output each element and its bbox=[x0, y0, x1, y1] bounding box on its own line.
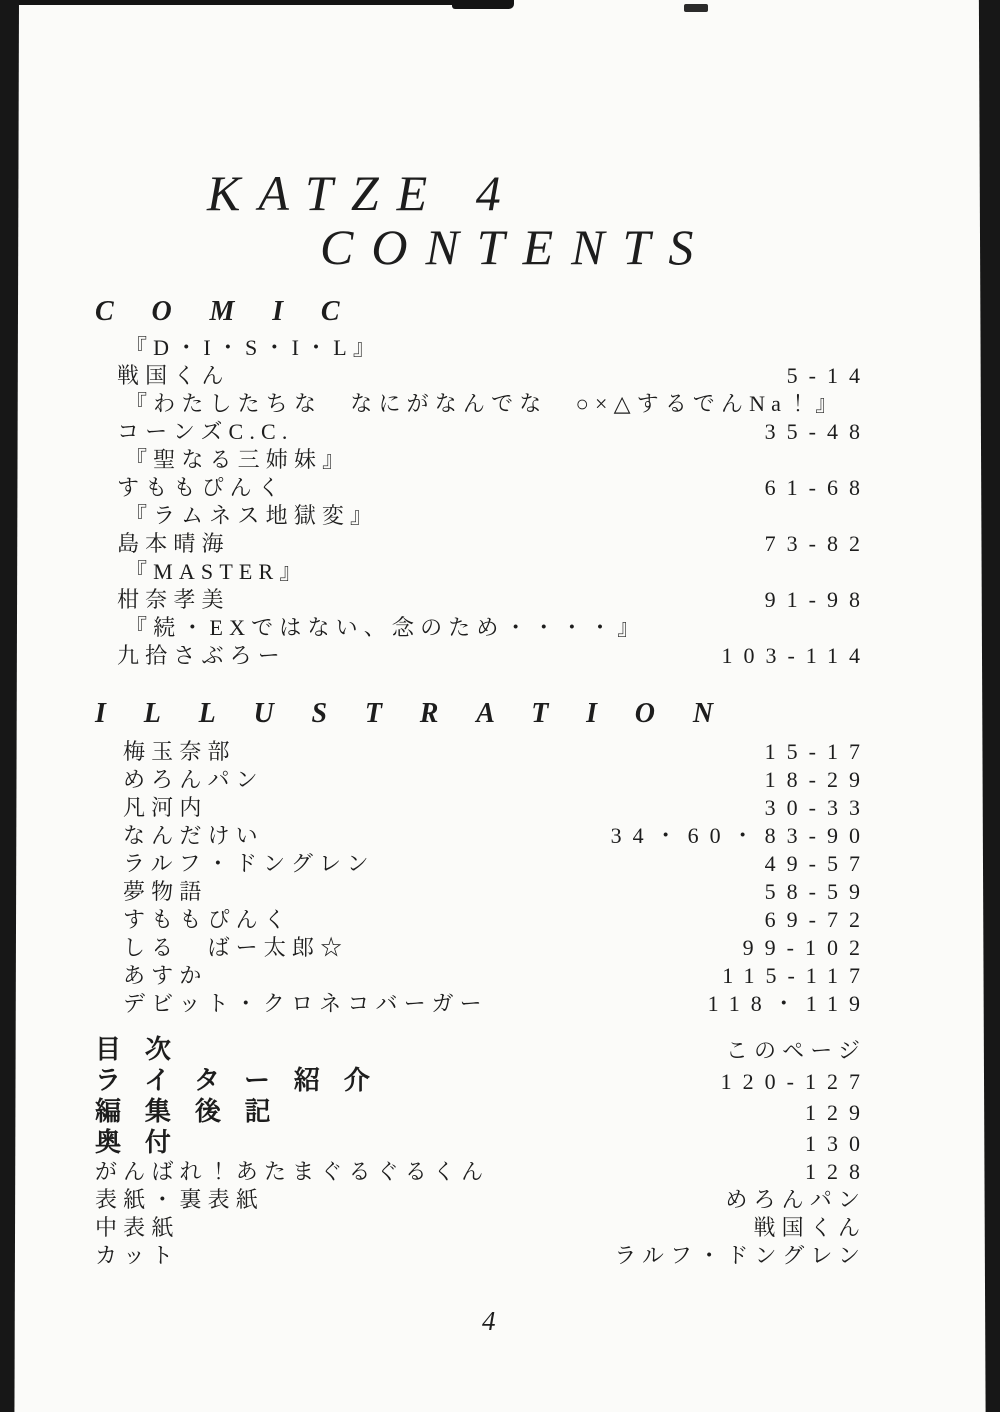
illustration-entry-row bbox=[95, 738, 871, 766]
comic-entry bbox=[95, 446, 871, 502]
misc-entry-value: 129 bbox=[805, 1100, 871, 1125]
page-title bbox=[207, 166, 711, 274]
illustration-section-header: ILLUSTRATION bbox=[95, 698, 751, 729]
illustration-entry-row bbox=[95, 962, 871, 990]
misc-entry-row bbox=[95, 1127, 871, 1158]
illustration-entry-author: なんだけい bbox=[123, 823, 264, 848]
illustration-entry-pages: 15-17 bbox=[764, 739, 871, 764]
scan-edge-right-bar bbox=[976, 0, 1000, 1412]
comic-entry bbox=[95, 334, 871, 390]
misc-entry-value: このページ bbox=[725, 1038, 867, 1063]
illustration-entry-author: しる ばー太郎☆ bbox=[123, 935, 349, 960]
illustration-entry-pages: 18-29 bbox=[764, 767, 871, 792]
misc-entry-label: がんばれ！あたまぐるぐるくん bbox=[95, 1159, 490, 1184]
illustration-entry-row bbox=[95, 850, 871, 878]
scan-artifact-smudge bbox=[452, 0, 514, 9]
illustration-entry-author: 凡河内 bbox=[123, 795, 208, 820]
comic-entry-pages: 5-14 bbox=[786, 363, 871, 388]
comic-entry-author-row bbox=[95, 586, 871, 614]
comic-entry-list bbox=[95, 334, 871, 670]
comic-entry-author-row bbox=[95, 530, 871, 558]
comic-section-header: COMIC bbox=[95, 296, 378, 327]
comic-entry-author: 島本晴海 bbox=[117, 531, 230, 556]
comic-entry-pages: 61-68 bbox=[764, 475, 871, 500]
illustration-entry-pages: 69-72 bbox=[764, 907, 871, 932]
illustration-entry-author: めろんパン bbox=[123, 767, 264, 792]
misc-entry-row bbox=[95, 1158, 871, 1186]
comic-entry-author: コーンズC.C. bbox=[117, 419, 294, 444]
misc-entry-label: 表紙・裏表紙 bbox=[95, 1187, 264, 1212]
misc-entry-row bbox=[95, 1186, 867, 1214]
misc-entry-label: 中表紙 bbox=[95, 1215, 180, 1240]
comic-entry bbox=[95, 614, 871, 670]
comic-entry-title: 『D・I・S・I・L』 bbox=[125, 335, 381, 360]
illustration-entry-author: あすか bbox=[123, 963, 208, 988]
illustration-entry-pages: 49-57 bbox=[764, 851, 871, 876]
comic-entry-author: 九拾さぶろー bbox=[117, 643, 286, 668]
misc-entry-row bbox=[95, 1034, 867, 1065]
comic-entry bbox=[95, 502, 871, 558]
misc-entry-row bbox=[95, 1065, 871, 1096]
illustration-entry-author: 夢物語 bbox=[123, 879, 208, 904]
misc-entry-value: 120-127 bbox=[720, 1069, 871, 1094]
scan-artifact-top-line bbox=[19, 0, 471, 5]
misc-entry-value: ラルフ・ドングレン bbox=[614, 1243, 867, 1268]
title-line-1: KATZE 4 bbox=[207, 165, 519, 221]
illustration-entry-pages: 115-117 bbox=[722, 963, 871, 988]
comic-entry-author-row bbox=[95, 362, 871, 390]
comic-entry bbox=[95, 558, 871, 614]
title-line-2: CONTENTS bbox=[320, 219, 712, 275]
illustration-entry-pages: 99-102 bbox=[742, 935, 871, 960]
illustration-entry-row bbox=[95, 794, 871, 822]
illustration-entry-pages: 30-33 bbox=[764, 795, 871, 820]
illustration-entry-row bbox=[95, 906, 871, 934]
page-number: 4 bbox=[482, 1306, 499, 1336]
misc-entry-row bbox=[95, 1214, 867, 1242]
comic-entry-author-row bbox=[95, 474, 871, 502]
scan-edge-left-bar bbox=[0, 0, 19, 1412]
comic-entry-title: 『聖なる三姉妹』 bbox=[125, 447, 351, 472]
comic-entry-author: すももぴんく bbox=[117, 475, 286, 500]
illustration-entry-pages: 58-59 bbox=[764, 879, 871, 904]
comic-entry-pages: 103-114 bbox=[721, 643, 871, 668]
comic-entry-title: 『わたしたちな なにがなんでな ○×△するでんNa！』 bbox=[125, 391, 844, 416]
misc-entry-value: 130 bbox=[805, 1131, 871, 1156]
comic-entry-pages: 91-98 bbox=[764, 587, 871, 612]
illustration-entry-row bbox=[95, 822, 871, 850]
illustration-entry-author: デビット・クロネコバーガー bbox=[123, 991, 488, 1016]
illustration-entry-row bbox=[95, 990, 871, 1018]
misc-entry-row bbox=[95, 1096, 871, 1127]
misc-entry-label: 目次 bbox=[95, 1035, 195, 1064]
comic-entry-author: 戦国くん bbox=[117, 363, 230, 388]
illustration-entry-pages: 34・60・83-90 bbox=[610, 823, 871, 848]
misc-entry-value: 戦国くん bbox=[753, 1215, 867, 1240]
illustration-entry-pages: 118・119 bbox=[707, 991, 871, 1016]
comic-entry-author: 柑奈孝美 bbox=[117, 587, 230, 612]
comic-entry-author-row bbox=[95, 418, 871, 446]
illustration-entry-author: すももぴんく bbox=[123, 907, 292, 932]
illustration-entry-row bbox=[95, 934, 871, 962]
illustration-entry-row bbox=[95, 766, 871, 794]
comic-entry-title: 『ラムネス地獄変』 bbox=[125, 503, 379, 528]
comic-entry-pages: 35-48 bbox=[764, 419, 871, 444]
comic-entry-pages: 73-82 bbox=[764, 531, 871, 556]
misc-entry-label: 編集後記 bbox=[95, 1097, 295, 1126]
misc-entry-label: ライター紹介 bbox=[95, 1066, 394, 1095]
illustration-entry-row bbox=[95, 878, 871, 906]
misc-entry-row bbox=[95, 1242, 867, 1270]
scan-artifact-smudge bbox=[684, 4, 708, 12]
misc-entry-label: 奥付 bbox=[95, 1128, 195, 1157]
comic-entry-title: 『MASTER』 bbox=[125, 559, 308, 584]
misc-entry-value: めろんパン bbox=[725, 1187, 867, 1212]
misc-entry-label: カット bbox=[95, 1243, 180, 1268]
misc-entry-value: 128 bbox=[805, 1159, 871, 1184]
comic-entry-author-row bbox=[95, 642, 871, 670]
misc-entry-list bbox=[95, 1034, 871, 1270]
illustration-entry-list bbox=[95, 738, 871, 1018]
comic-entry-title: 『続・EXではない、念のため・・・・』 bbox=[125, 615, 646, 640]
table-of-contents bbox=[95, 292, 871, 1270]
illustration-entry-author: ラルフ・ドングレン bbox=[123, 851, 375, 876]
comic-entry bbox=[95, 390, 871, 446]
illustration-entry-author: 梅玉奈部 bbox=[123, 739, 236, 764]
